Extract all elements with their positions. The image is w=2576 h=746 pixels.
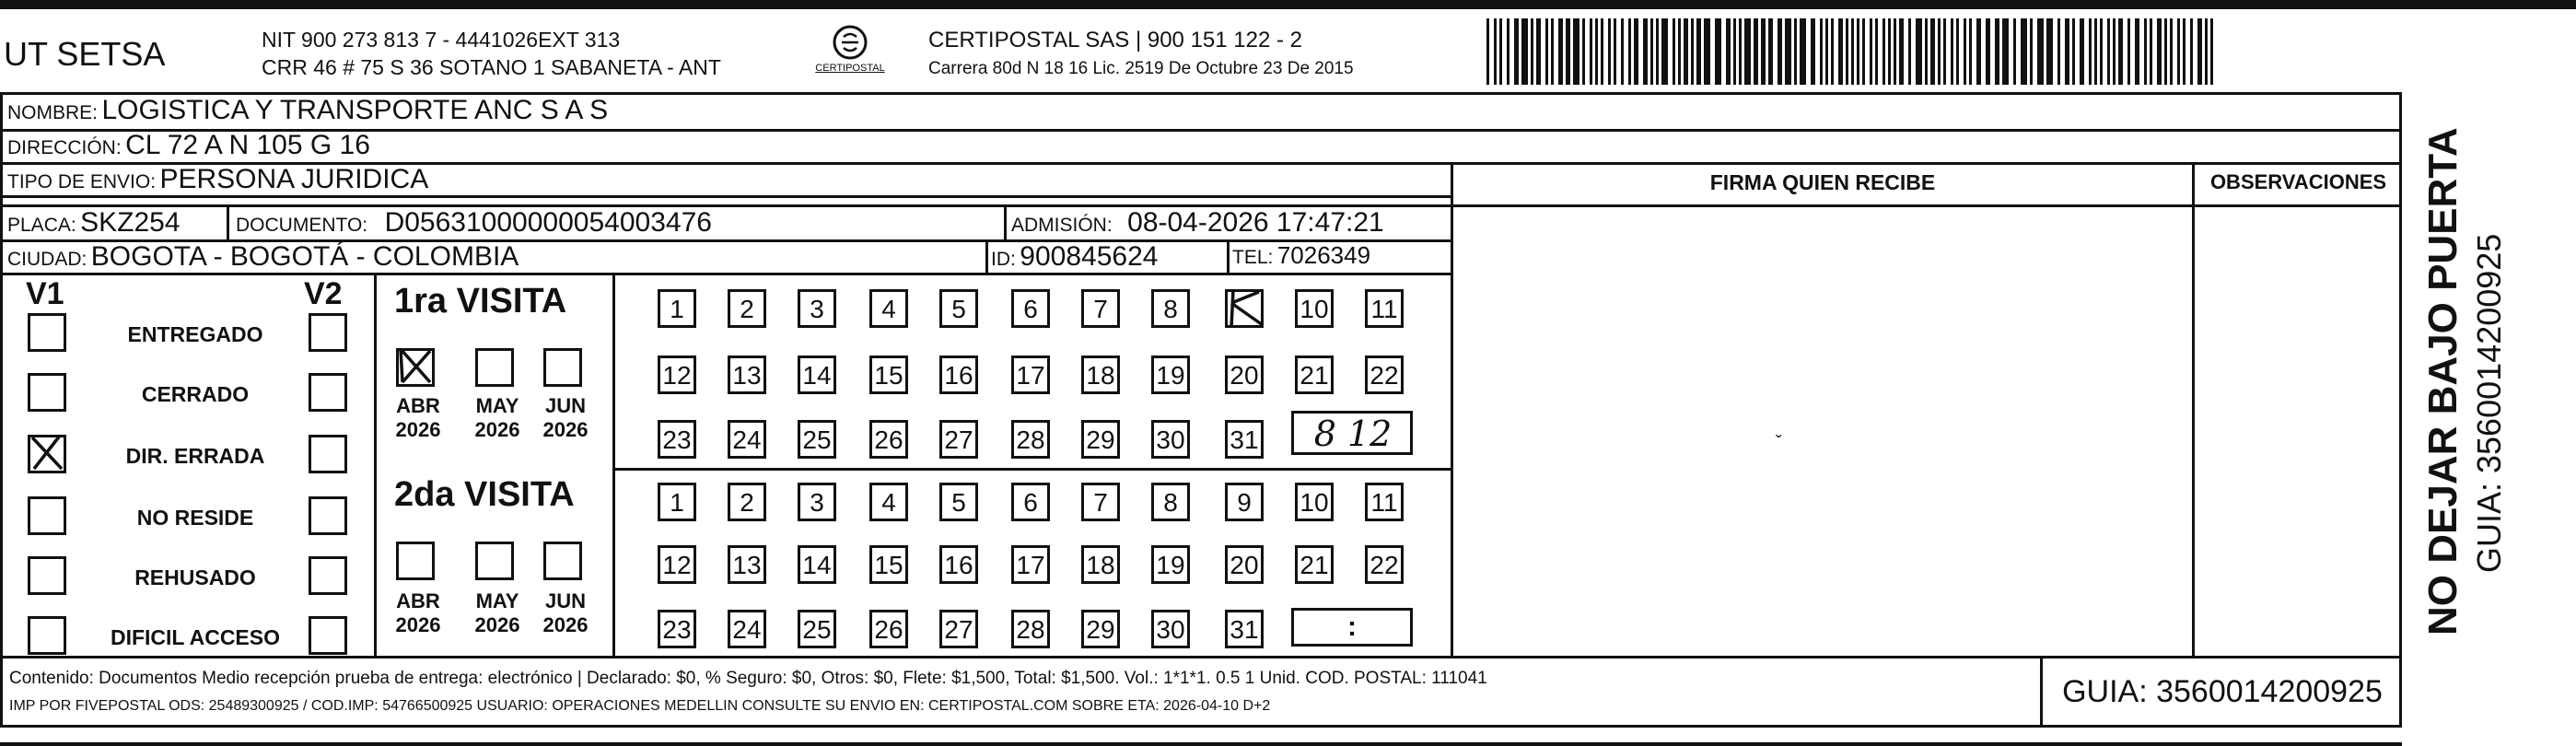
day-box-13[interactable]: 13 [728, 545, 766, 584]
barcode-bar [2157, 18, 2162, 85]
day-box-30[interactable]: 30 [1151, 420, 1190, 459]
day-box-7[interactable]: 7 [1081, 483, 1120, 521]
day-box-10[interactable]: 10 [1295, 289, 1334, 328]
barcode-bar [1590, 18, 1592, 85]
barcode-bar [1894, 18, 1896, 85]
v1-checkbox[interactable] [28, 313, 66, 352]
firma-label: FIRMA QUIEN RECIBE [1709, 170, 1936, 194]
day-box-3[interactable]: 3 [798, 483, 836, 521]
guia-box: GUIA: 3560014200925 [2062, 674, 2383, 709]
day-box-22[interactable]: 22 [1365, 356, 1404, 394]
day-box-28[interactable]: 28 [1011, 420, 1050, 459]
barcode-bar [1785, 18, 1791, 85]
day-box-12[interactable]: 12 [658, 545, 696, 584]
barcode-bar [1691, 18, 1694, 85]
barcode-bar [1696, 18, 1701, 85]
send-type-label: TIPO DE ENVIO: [7, 171, 157, 192]
send-type-field [7, 164, 428, 195]
barcode-bar [2164, 18, 2167, 85]
name-label: NOMBRE: [7, 102, 99, 123]
barcode-bar [2030, 18, 2033, 85]
first-time-value: 8 12 [1313, 414, 1393, 454]
day-box-28[interactable]: 28 [1011, 610, 1050, 648]
admission-value: 08-04-2026 17:47:21 [1127, 207, 1384, 238]
barcode-bar [1595, 18, 1598, 85]
barcode-bar [2150, 18, 2152, 85]
day-box-1[interactable]: 1 [658, 289, 696, 328]
barcode-bar [2205, 18, 2208, 85]
barcode-bar [2144, 18, 2147, 85]
barcode-bar [1870, 18, 1872, 85]
barcode-bar [1608, 18, 1611, 85]
barcode-bar [1899, 18, 1904, 85]
day-box-7[interactable]: 7 [1081, 289, 1120, 328]
day-box-17[interactable]: 17 [1011, 545, 1050, 584]
day-box-21[interactable]: 21 [1295, 356, 1334, 394]
day-box-20[interactable]: 20 [1225, 356, 1264, 394]
day-box-25[interactable]: 25 [798, 420, 836, 459]
second-time-box[interactable] [1291, 608, 1413, 647]
barcode-bar [2021, 18, 2027, 85]
barcode-bar [1995, 18, 1999, 85]
status-option-label: REHUSADO [134, 565, 256, 589]
month-label: MAY 2026 [474, 589, 520, 636]
barcode-bar [1614, 18, 1616, 85]
address-label: DIRECCIÓN: [7, 137, 122, 158]
first-time-box[interactable] [1291, 411, 1413, 455]
barcode-bar [2135, 18, 2139, 85]
barcode-bar [2107, 18, 2110, 85]
month-label: ABR 2026 [395, 394, 441, 441]
day-box-5[interactable]: 5 [939, 289, 978, 328]
month-checkbox-jun[interactable] [543, 542, 582, 580]
barcode-bar [2177, 18, 2180, 85]
month-checkbox-jun[interactable] [543, 348, 582, 387]
status-option-label: NO RESIDE [136, 506, 254, 530]
day-box-12[interactable]: 12 [658, 356, 696, 394]
address-field [7, 130, 370, 161]
day-box-15[interactable]: 15 [869, 356, 908, 394]
plate-label: PLACA: [7, 215, 76, 236]
id-value: 900845624 [1020, 241, 1159, 272]
day-box-4[interactable]: 4 [869, 483, 908, 521]
top-border [0, 0, 2576, 9]
status-option-label: DIFICIL ACCESO [110, 625, 280, 649]
barcode-bar [1811, 18, 1815, 85]
day-box-24[interactable]: 24 [728, 420, 766, 459]
barcode-bar [2089, 18, 2092, 85]
day-box-31[interactable]: 31 [1225, 420, 1264, 459]
barcode-bar [1486, 18, 1489, 85]
document-field [236, 207, 712, 239]
barcode-bar [1976, 18, 1981, 85]
day-box-25[interactable]: 25 [798, 610, 836, 648]
day-box-1[interactable]: 1 [658, 483, 696, 521]
barcode-bar [2100, 18, 2103, 85]
barcode-bar [2210, 18, 2213, 85]
day-box-8[interactable]: 8 [1151, 289, 1190, 328]
barcode-bar [1507, 18, 1509, 85]
barcode-bar [1573, 18, 1579, 85]
second-visit-title: 2da VISITA [394, 475, 575, 514]
v2-checkbox[interactable] [309, 373, 347, 412]
barcode-bar [1831, 18, 1834, 85]
status-option-label: CERRADO [141, 382, 250, 406]
barcode-bar [2013, 18, 2016, 85]
month-label: MAY 2026 [474, 394, 520, 441]
side-no-dejar: NO DEJAR BAJO PUERTA [2420, 127, 2465, 635]
barcode-bar [1956, 18, 1959, 85]
second-time-value: : [1347, 612, 1357, 642]
barcode-bar [1650, 18, 1653, 85]
barcode-bar [1661, 18, 1668, 85]
first-visit-title: 1ra VISITA [394, 282, 567, 321]
city-field [7, 241, 519, 273]
barcode-bar [1930, 18, 1935, 85]
barcode-bar [1634, 18, 1638, 85]
barcode-bar [1882, 18, 1885, 85]
v2-checkbox[interactable] [309, 435, 347, 473]
day-box-19[interactable]: 19 [1151, 356, 1190, 394]
plate-value: SKZ254 [80, 207, 181, 238]
barcode-bar [2190, 18, 2193, 85]
barcode-bar [2094, 18, 2097, 85]
status-option-label: DIR. ERRADA [125, 444, 265, 468]
v1-checkbox[interactable] [28, 373, 66, 412]
barcode-bar [1494, 18, 1497, 85]
day-box-18[interactable]: 18 [1081, 356, 1120, 394]
bottom-rule [0, 742, 2402, 746]
v2-checkbox[interactable] [309, 313, 347, 352]
barcode-bar [2113, 18, 2116, 85]
barcode-bar [2127, 18, 2130, 85]
certipostal-logo [809, 22, 892, 77]
barcode-bar [1739, 18, 1742, 85]
barcode-bar [1851, 18, 1854, 85]
barcode-bar [1601, 18, 1603, 85]
day-box-21[interactable]: 21 [1295, 545, 1334, 584]
plate-field [7, 207, 181, 239]
day-box-9[interactable]: 9 [1225, 483, 1264, 521]
city-value: BOGOTA - BOGOTÁ - COLOMBIA [90, 241, 519, 272]
month-checkbox-may[interactable] [475, 348, 514, 387]
barcode-bar [1545, 18, 1548, 85]
month-checkbox-abr[interactable] [396, 542, 435, 580]
barcode-bar [1862, 18, 1865, 85]
name-field [7, 95, 608, 126]
day-box-9[interactable] [1225, 289, 1264, 328]
barcode-bar [2037, 18, 2044, 85]
city-label: CIUDAD: [7, 249, 87, 270]
barcode-bar [1566, 18, 1570, 85]
day-box-23[interactable]: 23 [658, 420, 696, 459]
barcode [1485, 18, 2220, 87]
barcode-bar [1943, 18, 1946, 85]
day-box-29[interactable]: 29 [1081, 610, 1120, 648]
day-box-19[interactable]: 19 [1151, 545, 1190, 584]
barcode-bar [1678, 18, 1681, 85]
barcode-bar [2080, 18, 2084, 85]
imp-line: IMP POR FIVEPOSTAL ODS: 25489300925 / COD.IMP: 54766500925 USUARIO: OPERACIONES MEDELLIN CONSULTE SU ENVIO EN: CERTIPOSTAL.COM SOBRE ETA: 2026-04-10 D+2 [9, 698, 1271, 714]
admission-label: ADMISIÓN: [1011, 215, 1113, 236]
barcode-bar [1778, 18, 1782, 85]
barcode-bar [1846, 18, 1848, 85]
barcode-bar [1969, 18, 1972, 85]
day-box-30[interactable]: 30 [1151, 610, 1190, 648]
day-box-27[interactable]: 27 [939, 610, 978, 648]
barcode-bar [2170, 18, 2173, 85]
barcode-bar [2072, 18, 2075, 85]
barcode-bar [1684, 18, 1688, 85]
barcode-bar [1908, 18, 1911, 85]
barcode-bar [1628, 18, 1631, 85]
day-box-5[interactable]: 5 [939, 483, 978, 521]
pen-mark: ˇ [1776, 433, 1782, 453]
v1-checkbox[interactable] [28, 616, 66, 655]
day-box-6[interactable]: 6 [1011, 289, 1050, 328]
barcode-bar [1857, 18, 1859, 85]
day-box-8[interactable]: 8 [1151, 483, 1190, 521]
barcode-bar [2118, 18, 2123, 85]
barcode-bar [1656, 18, 1659, 85]
day-box-3[interactable]: 3 [798, 289, 836, 328]
barcode-bar [1838, 18, 1843, 85]
day-box-18[interactable]: 18 [1081, 545, 1120, 584]
barcode-bar [1825, 18, 1828, 85]
barcode-bar [1621, 18, 1624, 85]
barcode-bar [1925, 18, 1928, 85]
company-name: UT SETSA [4, 35, 166, 73]
barcode-bar [1964, 18, 1966, 85]
id-field [991, 241, 1158, 273]
tel-label: TEL: [1232, 247, 1274, 268]
side-guia: GUIA: 3560014200925 [2470, 233, 2508, 573]
barcode-bar [1744, 18, 1751, 85]
admission-field [1011, 207, 1384, 239]
content-line: Contenido: Documentos Medio recepción prueba de entrega: electrónico | Declarado: $0, % Seguro: $0, Otros: $0, Flete: $1,500, Total: $1,500. Vol.: 1*1*1. 0.5 1 Unid. COD. POSTAL: 111041 [9, 669, 1487, 688]
month-checkbox-abr[interactable] [396, 348, 435, 387]
day-box-11[interactable]: 11 [1365, 289, 1404, 328]
barcode-bar [1582, 18, 1585, 85]
address-line: CRR 46 # 75 S 36 SOTANO 1 SABANETA - ANT [262, 55, 721, 79]
barcode-bar [1536, 18, 1541, 85]
barcode-bar [1794, 18, 1797, 85]
v1-checkbox[interactable] [28, 435, 66, 473]
barcode-bar [2197, 18, 2202, 85]
send-type-value: PERSONA JURIDICA [159, 164, 429, 194]
barcode-bar [1761, 18, 1766, 85]
v1-checkbox[interactable] [28, 496, 66, 535]
tel-value: 7026349 [1276, 241, 1371, 269]
barcode-bar [1820, 18, 1823, 85]
day-box-13[interactable]: 13 [728, 356, 766, 394]
id-label: ID: [991, 249, 1016, 270]
barcode-bar [1768, 18, 1773, 85]
day-box-17[interactable]: 17 [1011, 356, 1050, 394]
day-box-2[interactable]: 2 [728, 483, 766, 521]
barcode-bar [1558, 18, 1563, 85]
barcode-bar [1888, 18, 1891, 85]
day-box-23[interactable]: 23 [658, 610, 696, 648]
day-box-4[interactable]: 4 [869, 289, 908, 328]
address-value: CL 72 A N 105 G 16 [125, 130, 370, 160]
tel-field [1232, 241, 1370, 270]
day-box-27[interactable]: 27 [939, 420, 978, 459]
day-box-16[interactable]: 16 [939, 545, 978, 584]
barcode-bar [1704, 18, 1710, 85]
barcode-bar [2065, 18, 2069, 85]
name-value: LOGISTICA Y TRANSPORTE ANC S A S [101, 95, 609, 125]
day-box-31[interactable]: 31 [1225, 610, 1264, 648]
barcode-bar [1916, 18, 1922, 85]
barcode-bar [1514, 18, 1519, 85]
barcode-bar [1951, 18, 1953, 85]
barcode-bar [1643, 18, 1648, 85]
barcode-bar [1521, 18, 1528, 85]
barcode-bar [1551, 18, 1554, 85]
day-box-14[interactable]: 14 [798, 356, 836, 394]
barcode-bar [1726, 18, 1731, 85]
v2-checkbox[interactable] [309, 496, 347, 535]
barcode-bar [1938, 18, 1941, 85]
day-box-24[interactable]: 24 [728, 610, 766, 648]
day-box-10[interactable]: 10 [1295, 483, 1334, 521]
logo-text: CERTIPOSTAL [815, 63, 885, 74]
barcode-bar [1531, 18, 1533, 85]
barcode-bar [2002, 18, 2009, 85]
barcode-bar [2057, 18, 2060, 85]
month-label: JUN 2026 [542, 394, 589, 441]
document-value: D05631000000054003476 [384, 207, 712, 238]
v1-label: V1 [26, 276, 64, 311]
day-box-20[interactable]: 20 [1225, 545, 1264, 584]
barcode-bar [1733, 18, 1736, 85]
status-option-label: ENTREGADO [127, 322, 263, 346]
document-label: DOCUMENTO: [236, 215, 368, 236]
v1-checkbox[interactable] [28, 556, 66, 595]
barcode-bar [2183, 18, 2186, 85]
day-box-14[interactable]: 14 [798, 545, 836, 584]
day-box-22[interactable]: 22 [1365, 545, 1404, 584]
day-box-6[interactable]: 6 [1011, 483, 1050, 521]
barcode-bar [1715, 18, 1721, 85]
observaciones-label: OBSERVACIONES [2209, 170, 2387, 193]
nit-line: NIT 900 273 813 7 - 4441026EXT 313 [262, 28, 621, 52]
barcode-bar [1754, 18, 1758, 85]
day-box-15[interactable]: 15 [869, 545, 908, 584]
day-box-2[interactable]: 2 [728, 289, 766, 328]
v2-label: V2 [304, 276, 343, 311]
barcode-bar [2046, 18, 2053, 85]
barcode-bar [1673, 18, 1675, 85]
day-box-26[interactable]: 26 [869, 420, 908, 459]
certipostal-line1: CERTIPOSTAL SAS | 900 151 122 - 2 [928, 28, 1302, 52]
certipostal-line2: Carrera 80d N 18 16 Lic. 2519 De Octubre 23 De 2015 [928, 59, 1354, 78]
barcode-bar [1499, 18, 1502, 85]
day-box-11[interactable]: 11 [1365, 483, 1404, 521]
day-box-26[interactable]: 26 [869, 610, 908, 648]
month-label: ABR 2026 [395, 589, 441, 636]
barcode-bar [1986, 18, 1990, 85]
month-label: JUN 2026 [542, 589, 589, 636]
month-checkbox-may[interactable] [475, 542, 514, 580]
barcode-bar [1875, 18, 1878, 85]
day-box-29[interactable]: 29 [1081, 420, 1120, 459]
v2-checkbox[interactable] [309, 616, 347, 655]
v2-checkbox[interactable] [309, 556, 347, 595]
barcode-bar [1800, 18, 1806, 85]
day-box-16[interactable]: 16 [939, 356, 978, 394]
